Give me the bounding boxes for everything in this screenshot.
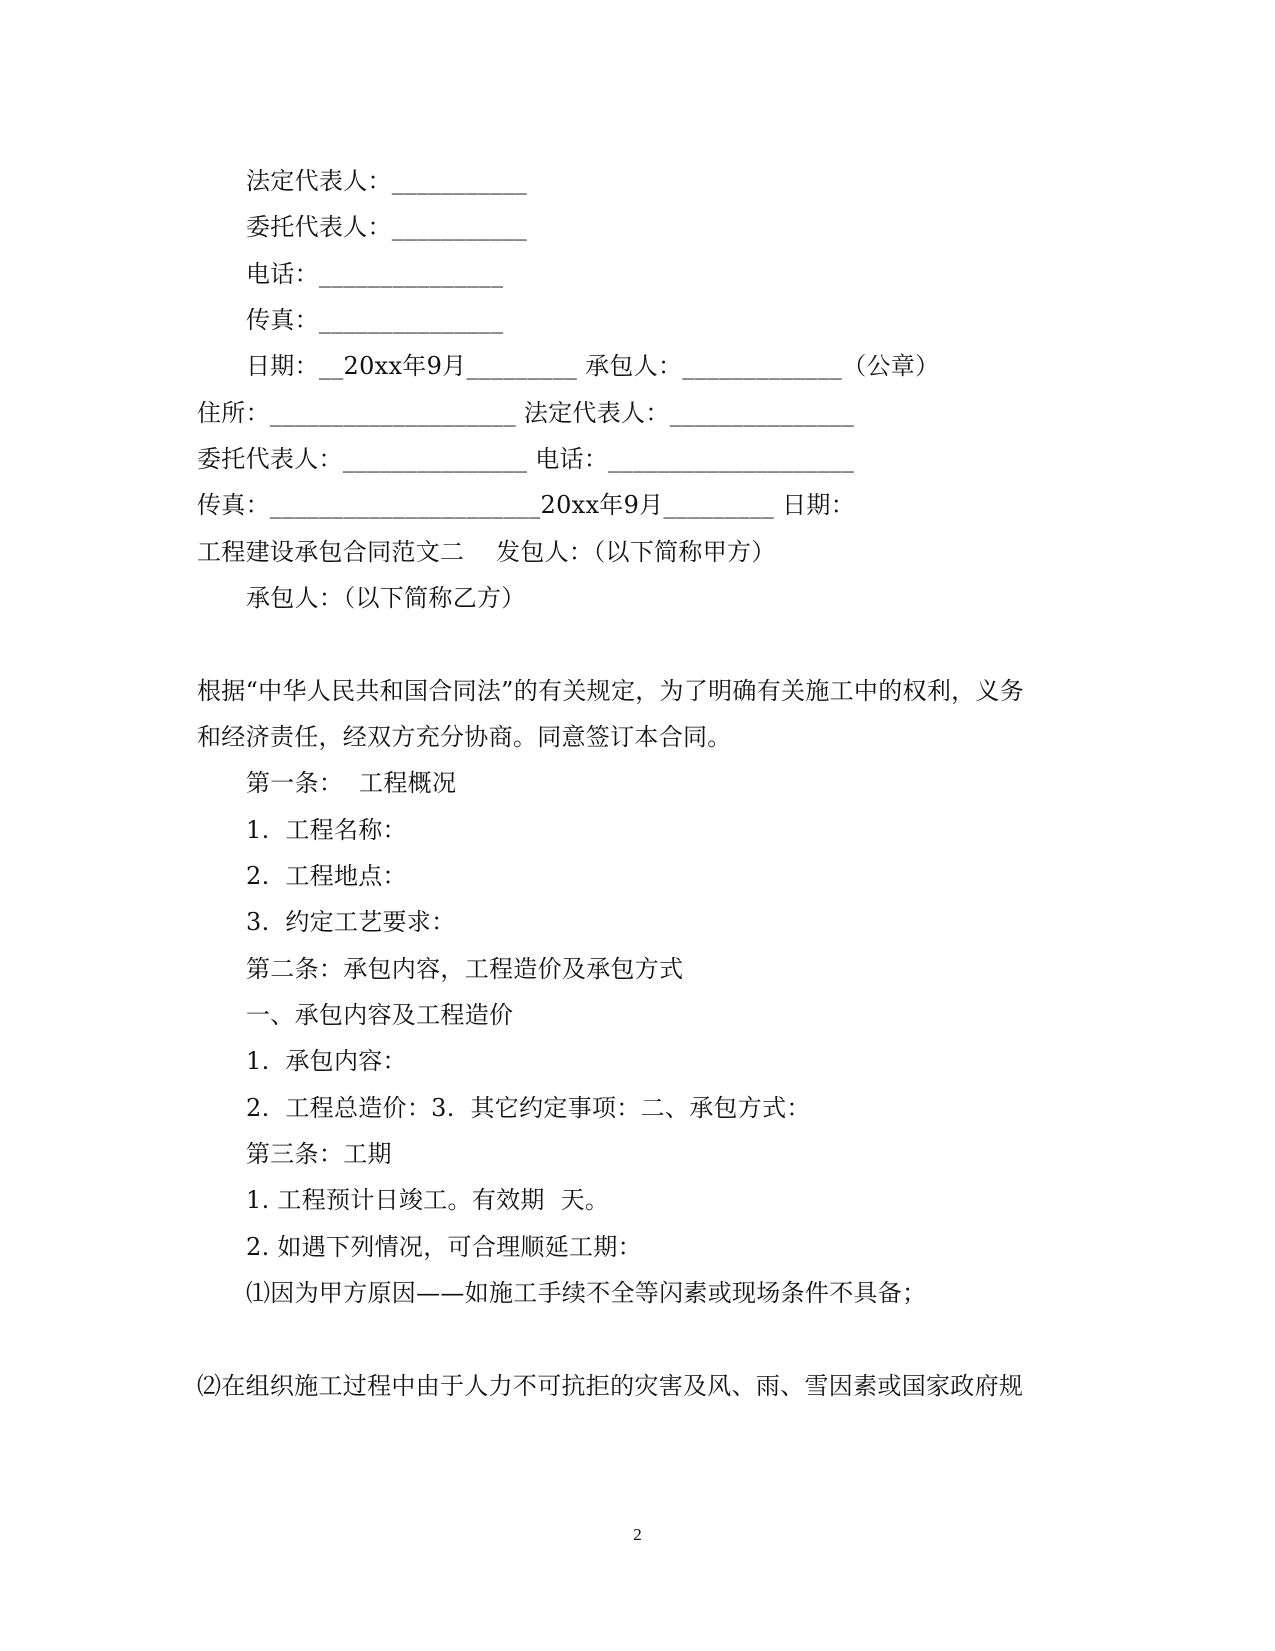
text-line-preamble-1: 根据“中华人民共和国合同法”的有关规定，为了明确有关施工中的权利，义务 [197,677,1025,705]
text-line-legal-rep-1: 法定代表人：___________ [246,167,528,195]
list-item: ⑵在组织施工过程中由于人力不可抗拒的灾害及风、雨、雪因素或国家政府规 [197,1372,1024,1400]
list-item: 3. 约定工艺要求： [246,908,456,936]
list-item: 2. 工程地点： [246,862,407,890]
text-line-contractor-party: 承包人：（以下简称乙方） [246,584,526,612]
list-item: 1. 承包内容： [246,1047,407,1075]
text-line-date-contractor: 日期：__20xx年9月_________ 承包人：_____________（公章） [246,352,940,380]
article-heading-3: 第三条：工期 [246,1140,392,1168]
text-line-address: 住所：____________________ 法定代表人：_______________ [197,399,855,427]
list-item: 1. 工程名称： [246,816,407,844]
text-line-fax-1: 传真：_______________ [246,306,504,334]
list-item: 1. 工程预计日竣工。有效期 天。 [246,1186,610,1214]
text-line-entrusted-rep-1: 委托代表人：___________ [246,213,528,241]
article-heading-2: 第二条：承包内容，工程造价及承包方式 [246,955,684,983]
text-line-phone-1: 电话：_______________ [246,260,504,288]
article-heading-1: 第一条： 工程概况 [246,769,457,797]
text-line-fax-2: 传真：______________________20xx年9月_________ 日期： [197,491,856,519]
list-item: ⑴因为甲方原因——如施工手续不全等闪素或现场条件不具备； [246,1279,927,1307]
text-line-title-employer: 工程建设承包合同范文二 发包人：（以下简称甲方） [197,538,776,566]
page-number: 2 [633,1525,642,1544]
list-item: 2. 工程总造价：3. 其它约定事项：二、承包方式： [246,1094,811,1122]
list-item: 2. 如遇下列情况，可合理顺延工期： [246,1233,642,1261]
section-heading: 一、承包内容及工程造价 [246,1001,514,1029]
text-line-entrusted-rep-2: 委托代表人：_______________ 电话：____________________ [197,445,855,473]
text-line-preamble-2: 和经济责任，经双方充分协商。同意签订本合同。 [197,723,732,751]
